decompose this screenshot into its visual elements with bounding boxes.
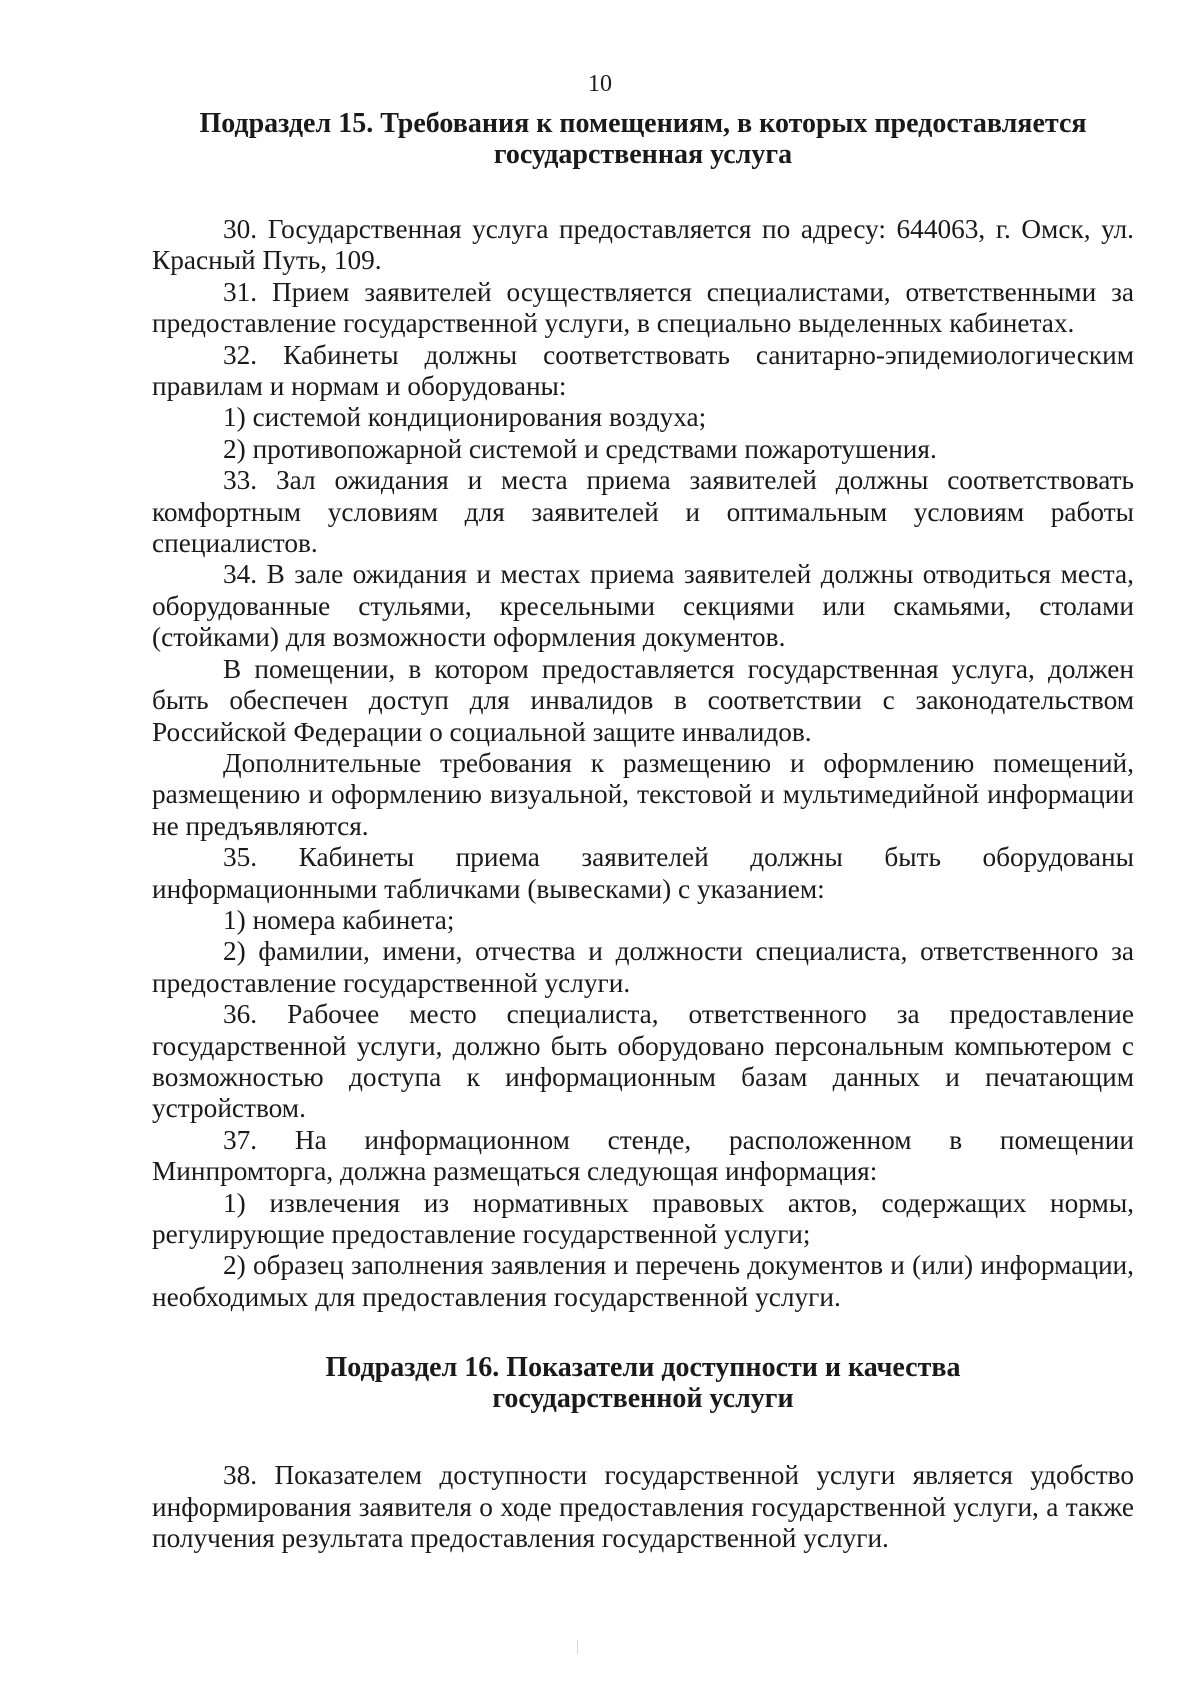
section-16-heading-line-1: Подраздел 16. Показатели доступности и качества (325, 1352, 961, 1384)
scan-artifact (577, 1640, 578, 1654)
paragraph-32: 32. Кабинеты должны соответствовать санитарно-эпидемиологическим правилам и нормам и оборудованы: (152, 339, 1134, 402)
paragraph-31: 31. Прием заявителей осуществляется специалистами, ответственными за предоставление государственной услуги, в специально выделенных кабинетах. (152, 276, 1134, 339)
paragraph-37-item-1: 1) извлечения из нормативных правовых актов, содержащих нормы, регулирующие предоставление государственной услуги; (152, 1187, 1134, 1249)
paragraph-35-item-2: 2) фамилии, имени, отчества и должности специалиста, ответственного за предоставление государственной услуги. (152, 936, 1134, 998)
page-number: 10 (588, 71, 612, 97)
paragraph-34-accessibility: В помещении, в котором предоставляется государственная услуга, должен быть обеспечен доступ для инвалидов в соответствии с законодательством Российской Федерации о социальной защите инвалидов. (152, 653, 1134, 747)
paragraph-36: 36. Рабочее место специалиста, ответственного за предоставление государственной услуги, должно быть оборудовано персональным компьютером с возможностью доступа к информационным базам данных и печатающим устройством. (152, 999, 1134, 1124)
paragraph-38: 38. Показателем доступности государственной услуги является удобство информирования заявителя о ходе предоставления государственной услуги, а также получения результата предоставления государственной услуги. (152, 1460, 1134, 1554)
section-15-heading-line-1: Подраздел 15. Требования к помещениям, в которых предоставляется (199, 108, 1087, 139)
paragraph-32-item-1: 1) системой кондиционирования воздуха; (223, 402, 707, 433)
paragraph-35: 35. Кабинеты приема заявителей должны быть оборудованы информационными табличками (вывесками) с указанием: (152, 842, 1134, 904)
paragraph-30: 30. Государственная услуга предоставляется по адресу: 644063, г. Омск, ул. Красный Путь, 109. (152, 214, 1134, 276)
paragraph-35-item-1: 1) номера кабинета; (223, 904, 455, 935)
section-15-text (152, 214, 1134, 1313)
paragraph-34: 34. В зале ожидания и местах приема заявителей должны отводиться места, оборудованные стульями, кресельными секциями или скамьями, столами (стойками) для возможности оформления документов. (152, 559, 1134, 653)
paragraph-37-item-2: 2) образец заполнения заявления и перечень документов и (или) информации, необходимых для предоставления государственной услуги. (152, 1250, 1134, 1312)
section-16-text (152, 1460, 1134, 1554)
section-15-heading-line-2: государственная услуга (493, 139, 793, 170)
paragraph-33: 33. Зал ожидания и места приема заявителей должны соответствовать комфортным условиям для заявителей и оптимальным условиям работы специалистов. (152, 465, 1134, 559)
document-body (152, 108, 1134, 1554)
section-15-heading (152, 108, 1134, 170)
paragraph-34-additional: Дополнительные требования к размещению и оформлению помещений, размещению и оформлению визуальной, текстовой и мультимедийной информации не предъявляются. (152, 747, 1134, 841)
paragraph-32-item-2: 2) противопожарной системой и средствами пожаротушения. (223, 433, 937, 464)
section-16-heading (152, 1352, 1134, 1414)
section-16-heading-line-2: государственной услуги (492, 1383, 794, 1415)
paragraph-37: 37. На информационном стенде, расположенном в помещении Минпромторга, должна размещаться следующая информация: (152, 1124, 1134, 1187)
